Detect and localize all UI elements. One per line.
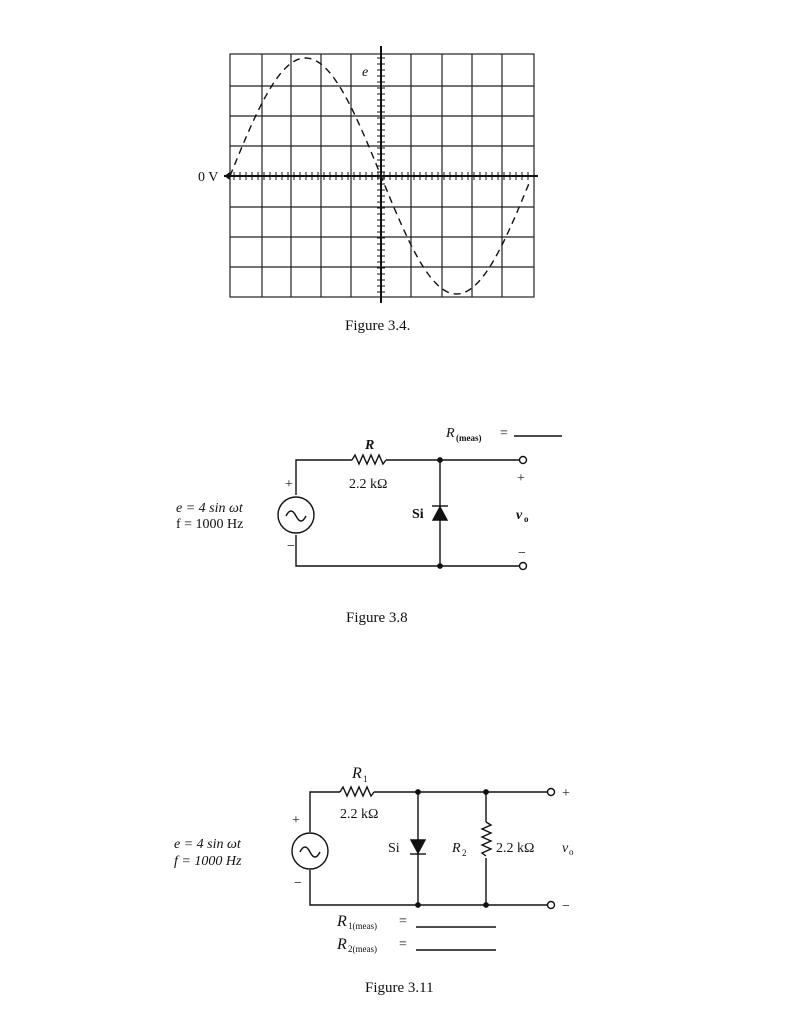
resistor-name: R: [365, 438, 375, 453]
sine-symbol-icon-311: [300, 847, 320, 857]
trace-label-e: e: [362, 65, 369, 80]
out-minus-label: −: [518, 546, 526, 561]
r1-name: R: [352, 765, 362, 782]
figure-3-11: [292, 787, 555, 950]
source-plus: +: [285, 477, 293, 492]
output-label-311: v: [562, 841, 569, 856]
node-top-r2-311: [484, 790, 488, 794]
diode-label-311: Si: [388, 841, 400, 856]
r1-meas-equals: =: [399, 914, 407, 929]
source-frequency-311: f = 1000 Hz: [174, 854, 242, 869]
output-label-sub-311: o: [569, 847, 574, 857]
r2-meas-sub: 2(meas): [348, 944, 377, 954]
r1-meas-label: R: [337, 913, 347, 930]
wire-bottom: [296, 535, 519, 566]
meas-label-sub: (meas): [456, 433, 482, 443]
resistor-r1: [340, 787, 374, 796]
output-terminal-minus: [520, 563, 527, 570]
r1-meas-sub: 1(meas): [348, 921, 377, 931]
meas-equals: =: [500, 426, 508, 441]
output-label-sub: o: [524, 514, 529, 524]
figure-3-4: [198, 46, 538, 334]
out-minus-label-311: −: [562, 899, 570, 914]
source-minus: −: [287, 539, 295, 554]
r1-value: 2.2 kΩ: [340, 807, 379, 822]
r1-sub: 1: [363, 774, 368, 784]
node-bottom-r2-311: [484, 903, 488, 907]
source-plus-311: +: [292, 813, 300, 828]
source-equation: e = 4 sin ωt: [176, 501, 243, 516]
source-equation-311: e = 4 sin ωt: [174, 837, 241, 852]
figure-3-8-caption: Figure 3.8: [346, 610, 408, 626]
wire-top-left: [296, 460, 352, 495]
zero-volt-arrow: [224, 172, 230, 180]
meas-label: R: [446, 426, 455, 441]
sine-symbol-icon: [286, 511, 306, 521]
source-minus-311: −: [294, 876, 302, 891]
node-bottom: [438, 564, 442, 568]
wire-top-left-311: [310, 792, 340, 832]
si-diode: [433, 507, 447, 520]
r2-meas-label: R: [337, 936, 347, 953]
wire-bottom-311: [310, 870, 547, 905]
r2-name: R: [452, 841, 461, 856]
output-terminal-minus-311: [548, 902, 555, 909]
source-frequency: f = 1000 Hz: [176, 517, 244, 532]
node-top: [438, 458, 442, 462]
si-diode-311: [411, 840, 425, 853]
r2-value: 2.2 kΩ: [496, 841, 535, 856]
resistor-r2: [482, 822, 491, 856]
figure-3-8-labels: [176, 426, 529, 626]
out-plus-label: +: [517, 471, 525, 486]
resistor-value: 2.2 kΩ: [349, 477, 388, 492]
zero-volt-label: 0 V: [198, 170, 219, 185]
out-plus-label-311: +: [562, 786, 570, 801]
r2-sub: 2: [462, 848, 467, 858]
diode-label: Si: [412, 507, 424, 522]
resistor-r: [352, 455, 386, 464]
figure-3-4-caption: Figure 3.4.: [345, 318, 411, 334]
r2-meas-equals: =: [399, 937, 407, 952]
output-terminal-plus-311: [548, 789, 555, 796]
figure-3-11-labels: [174, 765, 574, 996]
node-top-diode-311: [416, 790, 420, 794]
node-bottom-diode-311: [416, 903, 420, 907]
figure-3-11-caption: Figure 3.11: [365, 980, 434, 996]
output-terminal-plus: [520, 457, 527, 464]
output-label: v: [516, 508, 523, 523]
